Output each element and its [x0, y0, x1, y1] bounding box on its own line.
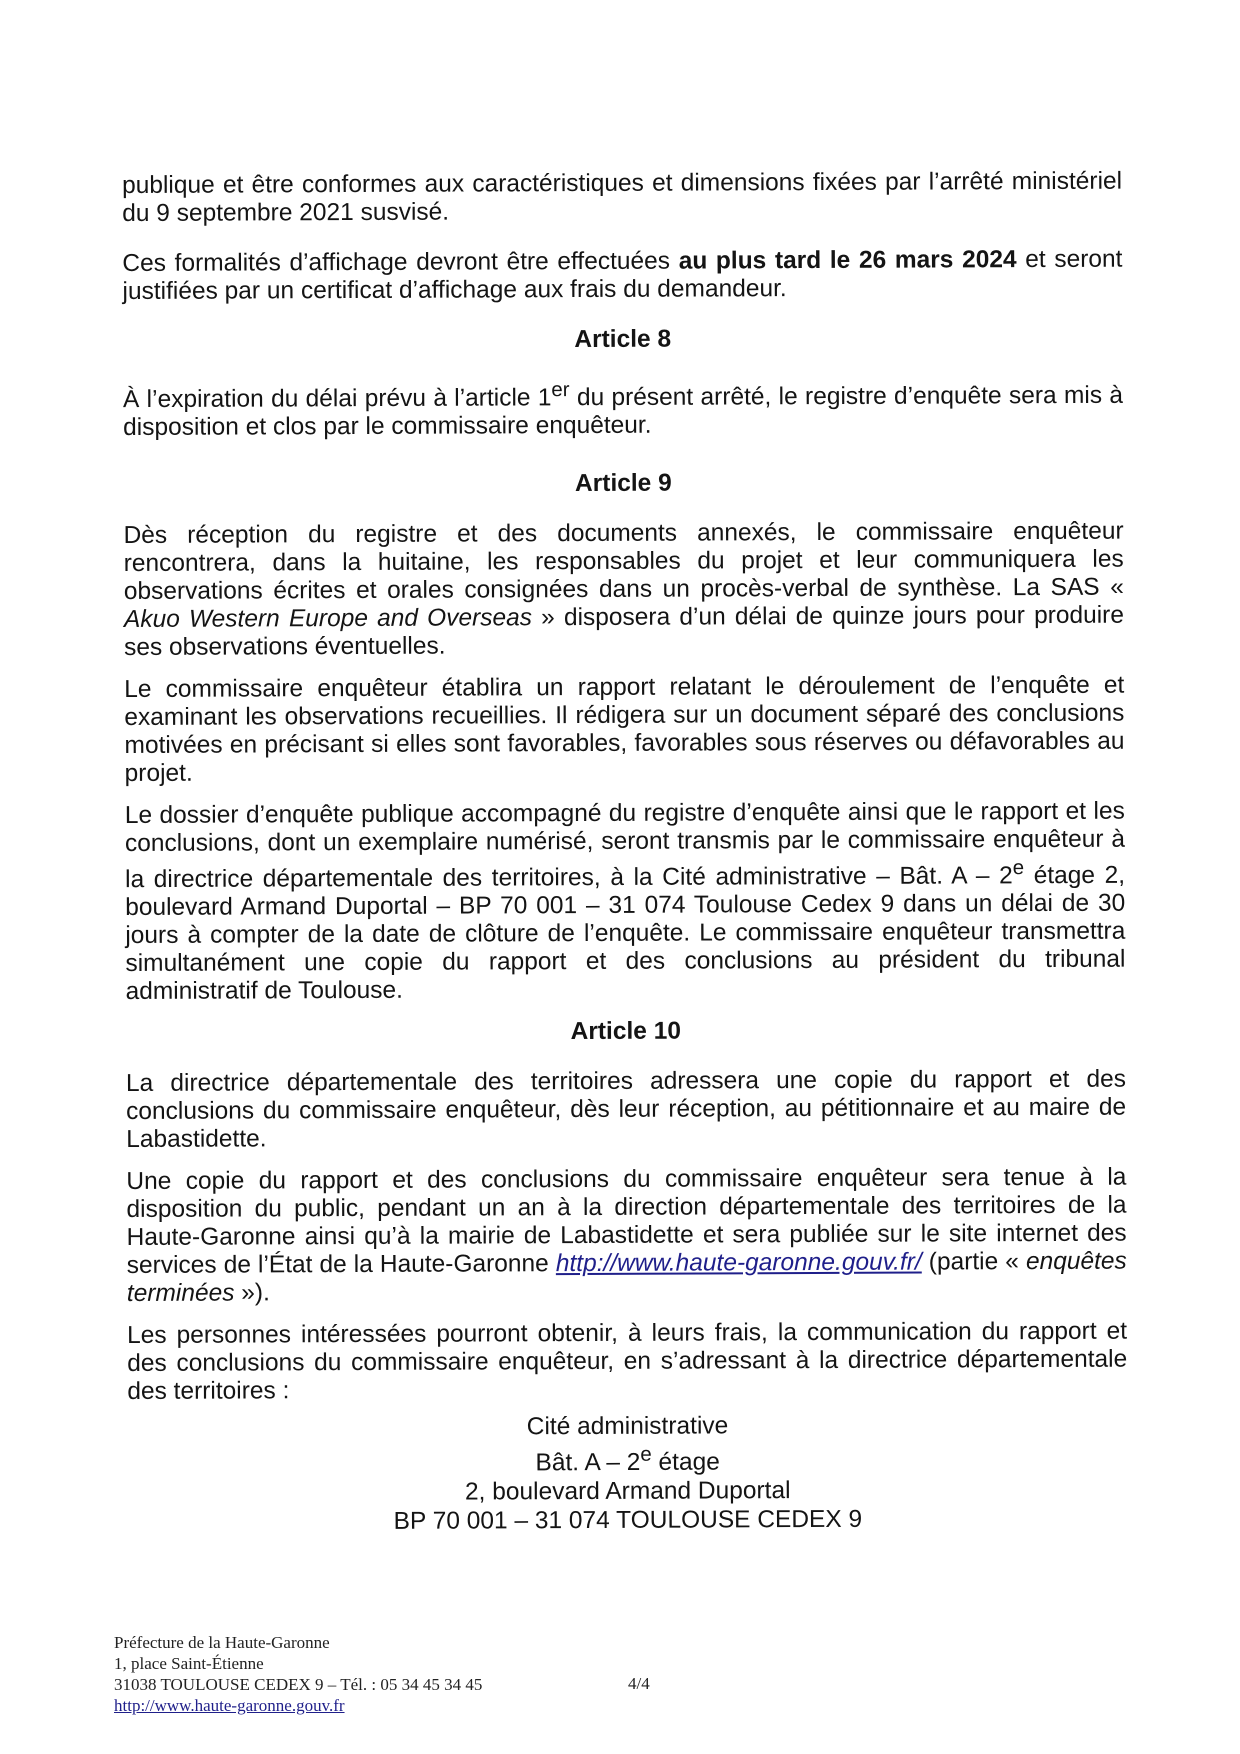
paragraph-text: Les personnes intéressées pourront obtenir, à leurs frais, la communication du rapport et des conclusions du commissaire enquêteur, en s’adressant à la directrice départementale des territoires : — [127, 1317, 1128, 1406]
address-text: étage — [651, 1448, 720, 1477]
paragraph-text: » disposera d’un délai de quinze jours pour produire ses observations éventuelles. — [124, 601, 1125, 662]
superscript: er — [551, 379, 570, 402]
footer-website-link[interactable]: http://www.haute-garonne.gouv.fr — [114, 1696, 345, 1715]
deadline-emphasis: au plus tard le 26 mars 2024 — [678, 246, 1017, 275]
page-footer — [114, 1632, 714, 1716]
paragraph-communication-request — [127, 1318, 1127, 1406]
address-line: Cité administrative — [526, 1412, 729, 1441]
postal-address — [127, 1410, 1128, 1538]
paragraph-text: du présent arrêté, le registre d’enquête sera mis à disposition et clos par le commissaire enquêteur. — [123, 381, 1124, 442]
superscript: e — [640, 1444, 652, 1467]
address-line — [128, 1439, 1128, 1480]
paragraph-register-closing — [123, 374, 1123, 443]
paragraph-public-availability — [126, 1164, 1127, 1308]
paragraph-text: publique et être conformes aux caractéristiques et dimensions fixées par l’arrêté ministériel du 9 septembre 2021 susvisé. — [122, 167, 1123, 227]
superscript: e — [1012, 857, 1025, 880]
paragraph-text: Ces formalités d’affichage devront être effectuées — [122, 247, 679, 277]
paragraph-text: étage 2, boulevard Armand Duportal – BP 70 001 – 31 074 Toulouse Cedex 9 dans un délai de 30 jours à compter de la date de clôture de l’enquête. Le commissaire enquêteur transmettra simultanément une copie du rapport et des conclusions au président du tribunal administratif de Toulouse. — [125, 861, 1126, 1006]
section-name: enquêtes terminées — [126, 1247, 1127, 1308]
article-9-heading: Article 9 — [574, 469, 672, 498]
footer-institution: Préfecture de la Haute-Garonne — [114, 1633, 330, 1652]
article-10-heading: Article 10 — [570, 1017, 681, 1046]
paragraph-dossier-transmission — [125, 798, 1126, 1007]
paragraph-text: (partie « — [921, 1248, 1027, 1276]
page-number: 4/4 — [628, 1674, 650, 1693]
paragraph-text: et seront justifiées par un certificat d’affichage aux frais du demandeur. — [122, 245, 1123, 305]
paragraph-display-deadline — [122, 246, 1122, 306]
address-text: Bât. A – 2 — [535, 1449, 641, 1477]
article-8-heading: Article 8 — [574, 325, 672, 354]
paragraph-display-conformity — [122, 168, 1122, 228]
document-body — [122, 168, 1128, 1538]
footer-city-phone: 31038 TOULOUSE CEDEX 9 – Tél. : 05 34 45 34 45 — [114, 1675, 483, 1694]
footer-street: 1, place Saint-Étienne — [114, 1654, 264, 1673]
prefecture-website-link[interactable]: http://www.haute-garonne.gouv.fr/ — [555, 1248, 922, 1278]
address-line: BP 70 001 – 31 074 TOULOUSE CEDEX 9 — [393, 1506, 863, 1536]
paragraph-synthesis-report — [124, 518, 1125, 662]
paragraph-text: Le commissaire enquêteur établira un rapport relatant le déroulement de l’enquête et examinant les observations recueillies. Il rédigera sur un document séparé des conclusions motivées en précisant si elles sont favorables, favorables sous réserves ou défavorables au projet. — [124, 671, 1125, 788]
paragraph-text: Le dossier d’enquête publique accompagné du registre d’enquête ainsi que le rapport et les conclusions, dont un exemplaire numérisé, seront transmis par le commissaire enquêteur à la directrice départementale des territoires, à la Cité administrative – Bât. A – 2 — [124, 797, 1125, 894]
company-name: Akuo Western Europe and Overseas — [123, 604, 533, 634]
paragraph-text: À l’expiration du délai prévu à l’article 1 — [122, 384, 552, 414]
paragraph-text: Une copie du rapport et des conclusions du commissaire enquêteur sera tenue à la disposition du public, pendant un an à la direction départementale des territoires de la Haute-Garonne ainsi qu’à la mairie de Labastidette et sera publiée sur le site internet des services de l’État de la Haute-Garonne — [126, 1163, 1127, 1280]
paragraph-report-copy — [126, 1066, 1126, 1154]
paragraph-commissioner-report — [124, 672, 1124, 788]
paragraph-text: La directrice départementale des territoires adressera une copie du rapport et des conclusions du commissaire enquêteur, dès leur réception, au pétitionnaire et au maire de Labastidette. — [125, 1065, 1127, 1154]
address-line: 2, boulevard Armand Duportal — [464, 1477, 791, 1506]
paragraph-text: Dès réception du registre et des documents annexés, le commissaire enquêteur rencontrera, dans la huitaine, les responsables du projet et leur communiquera les observations écrites et orales consignées dans un procès-verbal de synthèse. La SAS « — [123, 517, 1124, 606]
paragraph-text: »). — [234, 1279, 270, 1307]
